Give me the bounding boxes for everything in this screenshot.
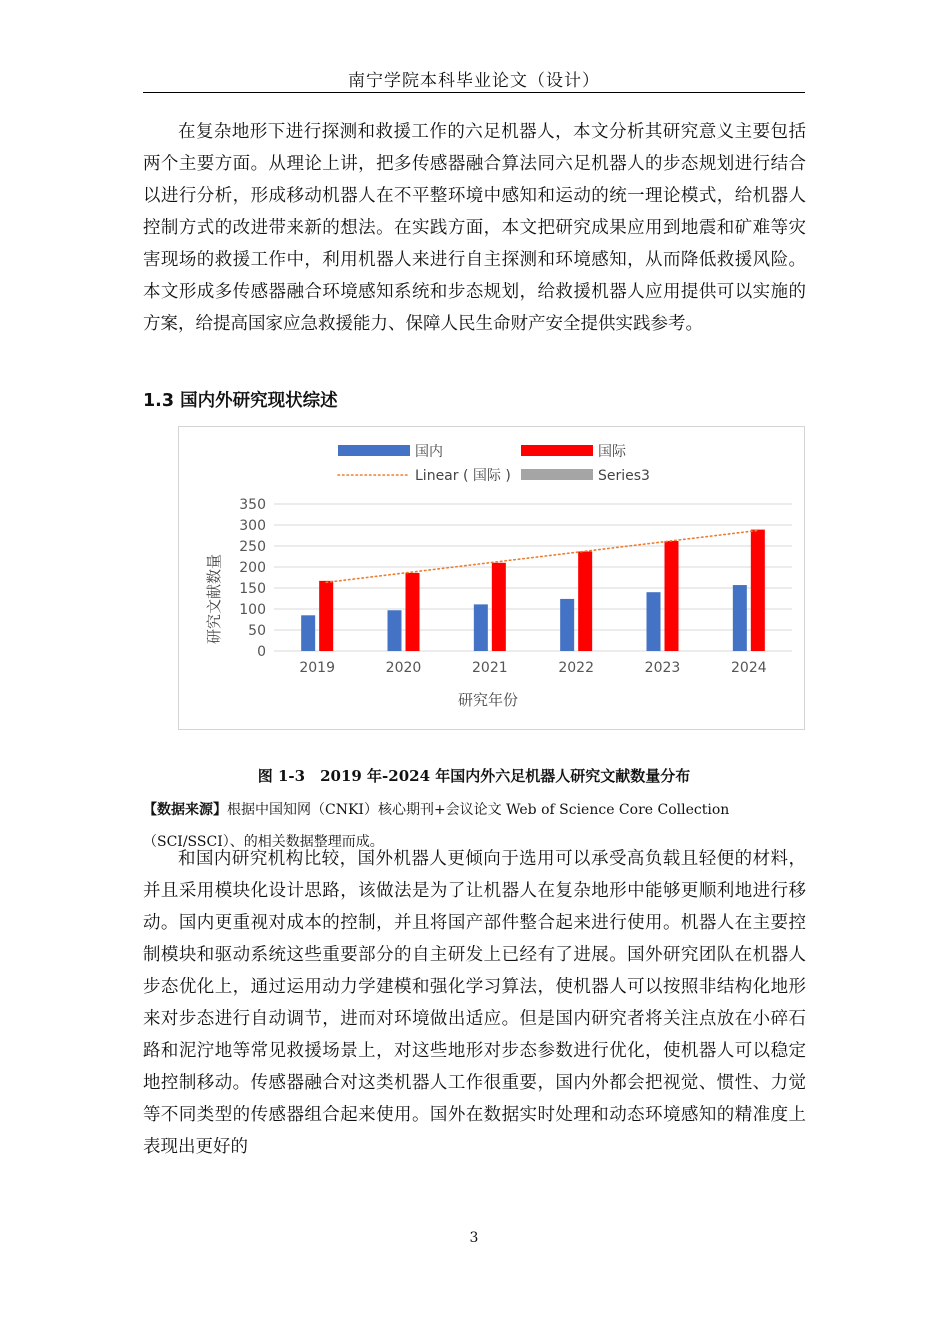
x-tick-label: 2021 bbox=[472, 660, 508, 676]
x-tick-label: 2019 bbox=[299, 660, 335, 676]
trendline-international bbox=[326, 530, 758, 582]
legend-label: 国际 bbox=[598, 444, 626, 460]
bar-domestic-2020 bbox=[388, 610, 402, 651]
chart-frame bbox=[178, 426, 805, 730]
y-tick-label: 200 bbox=[239, 560, 266, 576]
y-tick-label: 300 bbox=[239, 518, 266, 534]
legend-swatch bbox=[521, 445, 593, 456]
chart-legend bbox=[338, 443, 650, 484]
source-note-text: 根据中国知网（CNKI）核心期刊+会议论文 Web of Science Core Collection（SCI/SSCI）、的相关数据整理而成。 bbox=[143, 802, 730, 850]
bar-international-2023 bbox=[665, 541, 679, 651]
legend-item-series3 bbox=[521, 468, 650, 484]
y-tick-label: 150 bbox=[239, 581, 266, 597]
source-note-label: 【数据来源】 bbox=[143, 802, 227, 818]
section-heading: 1.3 国内外研究现状综述 bbox=[143, 391, 338, 411]
y-axis-label: 研究文献数量 bbox=[205, 553, 223, 645]
x-axis-label: 研究年份 bbox=[457, 691, 519, 709]
y-tick-label: 50 bbox=[248, 623, 266, 639]
bar-international-2024 bbox=[751, 530, 765, 651]
x-tick-label: 2020 bbox=[385, 660, 422, 676]
bar-domestic-2019 bbox=[301, 615, 315, 651]
page-number: 3 bbox=[469, 1230, 479, 1246]
bar-domestic-2022 bbox=[560, 599, 574, 651]
page-header: 南宁学院本科毕业论文（设计） bbox=[348, 71, 600, 91]
legend-label: Series3 bbox=[598, 468, 650, 484]
legend-label: 国内 bbox=[415, 444, 443, 460]
chart-grid bbox=[274, 504, 792, 651]
paragraph-comparison: 和国内研究机构比较，国外机器人更倾向于选用可以承受高负载且轻便的材料，并且采用模块化设计思路，该做法是为了让机器人在复杂地形中能够更顺利地进行移动。国内更重视对成本的控制，并且将国产部件整合起来进行使用。机器人在主要控制模块和驱动系统这些重要部分的自主研发上已经有了进展。国外研究团队在机器人步态优化上，通过运用动力学建模和强化学习算法，使机器人可以按照非结构化地形来对步态进行自动调节，进而对环境做出适应。但是国内研究者将关注点放在小碎石路和泥泞地等常见救援场景上，对这些地形对步态参数进行优化，使机器人可以稳定地控制移动。传感器融合对这类机器人工作很重要，国内外都会把视觉、惯性、力觉等不同类型的传感器组合起来使用。国外在数据实时处理和动态环境感知的精准度上表现出更好的 bbox=[143, 849, 806, 1157]
legend-item-domestic bbox=[338, 443, 443, 460]
bar-domestic-2024 bbox=[733, 585, 747, 651]
y-tick-label: 250 bbox=[239, 539, 266, 555]
bar-international-2021 bbox=[492, 563, 506, 651]
chart-trendline bbox=[326, 530, 758, 582]
legend-swatch bbox=[338, 445, 410, 456]
x-tick-label: 2024 bbox=[731, 660, 767, 676]
bar-domestic-2021 bbox=[474, 604, 488, 651]
x-tick-label: 2023 bbox=[644, 660, 681, 676]
header-rule bbox=[143, 92, 805, 93]
legend-label: Linear ( 国际 ) bbox=[415, 468, 511, 484]
bar-international-2019 bbox=[319, 581, 333, 651]
bar-international-2022 bbox=[578, 551, 592, 651]
x-tick-label: 2022 bbox=[558, 660, 594, 676]
bar-chart bbox=[179, 427, 804, 729]
chart-bars bbox=[301, 530, 765, 651]
y-tick-label: 100 bbox=[239, 602, 266, 618]
legend-swatch bbox=[521, 469, 593, 480]
y-tick-label: 0 bbox=[257, 644, 266, 660]
paragraph-research-significance: 在复杂地形下进行探测和救援工作的六足机器人，本文分析其研究意义主要包括两个主要方面。从理论上讲，把多传感器融合算法同六足机器人的步态规划进行结合以进行分析，形成移动机器人在不平整环境中感知和运动的统一理论模式，给机器人控制方式的改进带来新的想法。在实践方面，本文把研究成果应用到地震和矿难等灾害现场的救援工作中，利用机器人来进行自主探测和环境感知，从而降低救援风险。本文形成多传感器融合环境感知系统和步态规划，给救援机器人应用提供可以实施的方案，给提高国家应急救援能力、保障人民生命财产安全提供实践参考。 bbox=[143, 122, 806, 334]
figure-caption: 图 1-3 2019 年-2024 年国内外六足机器人研究文献数量分布 bbox=[257, 767, 691, 785]
legend-item-international bbox=[521, 444, 627, 460]
bar-domestic-2023 bbox=[647, 592, 661, 651]
bar-international-2020 bbox=[406, 573, 420, 651]
legend-item-trendline bbox=[338, 468, 511, 484]
y-tick-label: 350 bbox=[239, 497, 266, 513]
